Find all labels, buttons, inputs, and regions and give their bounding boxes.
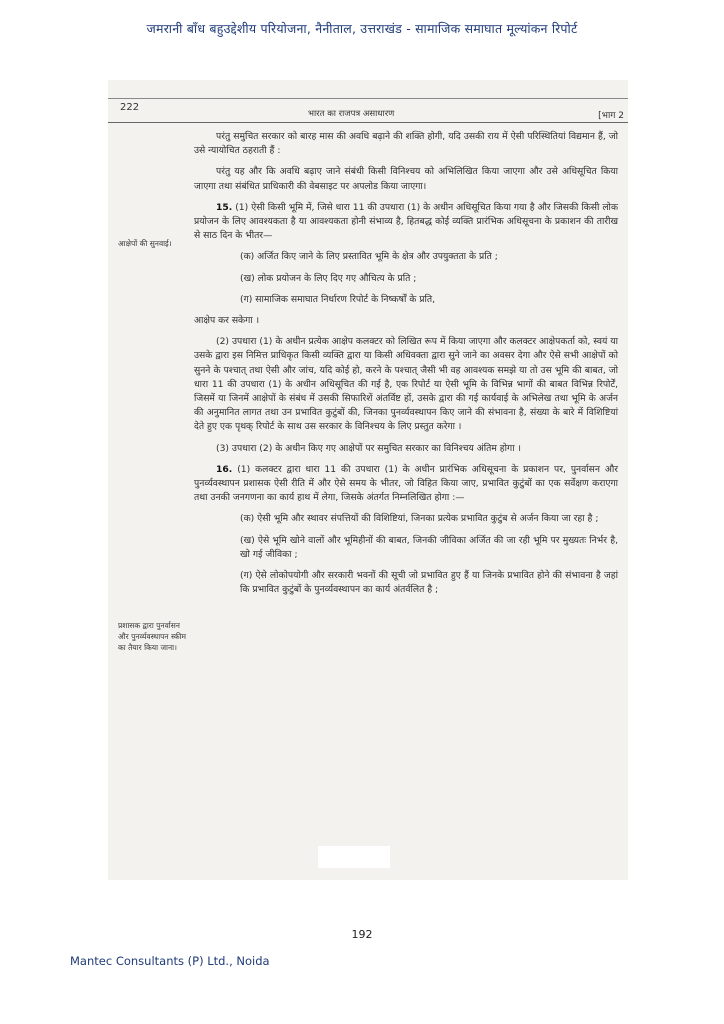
section-15-1 <box>194 201 618 244</box>
section-15-clause-kh: (ख) लोक प्रयोजन के लिए दिए गए औचित्य के प्रति ; <box>240 272 417 284</box>
scan-top-edge <box>108 80 628 99</box>
section-15-1-text: (1) ऐसी किसी भूमि में, जिसे धारा 11 की उपधारा (1) के अधीन अधिसूचित किया गया है और जिसकी किसी लोक प्रयोजन के लिए आवश्यकता है या आवश्यकता होनी संभाव्य है, हितबद्ध कोई व्यक्ति प्रारंभिक अधिसूचना के प्रकाशन की तारीख से साठ दिन के भीतर— <box>194 201 618 242</box>
gazette-page-number: 222 <box>120 102 140 113</box>
report-page-number: 192 <box>351 928 373 941</box>
proviso-paragraph-2: परंतु यह और कि अवधि बढ़ाए जाने संबंधी किसी विनिश्चय को अभिलिखित किया जाएगा और उसे अधिसूचित किया जाएगा तथा संबंधित प्राधिकारी की वेबसाइट पर अपलोड किया जाएगा। <box>194 166 618 192</box>
margin-note-objections: आक्षेपों की सुनवाई। <box>118 239 172 248</box>
report-header-title: जमरानी बाँध बहुउद्देशीय परियोजना, नैनीताल, उत्तराखंड - सामाजिक समाघात मूल्यांकन रिपोर्ट <box>146 21 578 36</box>
section-15-closing: आक्षेप कर सकेगा । <box>194 315 260 327</box>
section-15-clause-k: (क) अर्जित किए जाने के लिए प्रस्तावित भूमि के क्षेत्र और उपयुक्तता के प्रति ; <box>240 251 498 263</box>
footer-company-name: Mantec Consultants (P) Ltd., Noida <box>70 954 270 968</box>
gazette-body <box>194 130 618 604</box>
section-15-3: (3) उपधारा (2) के अधीन किए गए आक्षेपों पर समुचित सरकार का विनिश्चय अंतिम होगा । <box>216 442 521 454</box>
section-16-number: 16. <box>216 463 233 475</box>
section-16-clause-g: (ग) ऐसे लोकोपयोगी और सरकारी भवनों की सूची जो प्रभावित हुए हैं या जिनके प्रभावित होने की संभावना है जहां कि प्रभावित कुटुंबों के पुनर्व्यवस्थापन का कार्य अंतर्वलित है ; <box>240 570 618 596</box>
proviso-paragraph-1: परंतु समुचित सरकार को बारह मास की अवधि बढ़ाने की शक्ति होगी, यदि उसकी राय में ऐसी परिस्थितियां विद्यमान हैं, जो उसे न्यायोचित ठहराती हैं : <box>194 131 618 157</box>
scanned-gazette-page <box>108 80 628 880</box>
section-16-clause-k: (क) ऐसी भूमि और स्थावर संपत्तियों की विशिष्टियां, जिनका प्रत्येक प्रभावित कुटुंब से अर्जन किया जा रहा है ; <box>240 513 599 525</box>
gazette-title: भारत का राजपत्र असाधारण <box>308 109 395 119</box>
section-15-number: 15. <box>216 201 233 213</box>
header-rule <box>108 122 628 123</box>
margin-note-rehab-scheme: प्रशासक द्वारा पुनर्वासन और पुनर्व्यवस्थापन स्कीम का तैयार किया जाना। <box>118 621 187 652</box>
scan-blank-patch <box>318 846 390 868</box>
section-16-1-text: (1) कलक्टर द्वारा धारा 11 की उपधारा (1) के अधीन प्रारंभिक अधिसूचना के प्रकाशन पर, पुनर्वासन और पुनर्व्यवस्थापन प्रशासक ऐसी रीति में और ऐसे समय के भीतर, जो विहित किया जाए, प्रभावित कुटुंबों का एक सर्वेक्षण कराएगा तथा उनकी जनगणना का कार्य हाथ में लेगा, जिसके अंतर्गत निम्नलिखित होगा :— <box>194 463 619 504</box>
gazette-part-label: [भाग 2 <box>598 111 624 121</box>
section-15-clause-g: (ग) सामाजिक समाघात निर्धारण रिपोर्ट के निष्कर्षों के प्रति, <box>240 293 435 305</box>
section-16-clause-kh: (ख) ऐसे भूमि खोने वालों और भूमिहीनों की बाबत, जिनकी जीविका अर्जित की जा रही भूमि पर मुख्यतः निर्भर है, खो गई जीविका ; <box>240 534 618 560</box>
section-16-1 <box>194 463 618 506</box>
section-15-2: (2) उपधारा (1) के अधीन प्रत्येक आक्षेप कलक्टर को लिखित रूप में किया जाएगा और कलक्टर आक्षेपकर्ता को, स्वयं या उसके द्वारा इस निमित्त प्राधिकृत किसी व्यक्ति द्वारा या किसी अधिवक्ता द्वारा सुने जाने का अवसर देगा और ऐसे सभी आक्षेपों को सुनने के पश्चात् तथा ऐसी और जांच, यदि कोई हो, करने के पश्चात् जैसी भी वह आवश्यक समझे या तो उस भूमि की बाबत, जो धारा 11 की उपधारा (1) के अधीन अधिसूचित की गई है, एक रिपोर्ट या ऐसी भूमि के विभिन्न भागों की बाबत विभिन्न रिपोर्टें, जिसमें या जिनमें आक्षेपों के संबंध में उसकी सिफारिशें अंतर्विष्ट हों, उसके द्वारा की गई कार्यवाई के अभिलेख तथा भूमि के अर्जन की अनुमानित लागत तथा उन प्रभावित कुटुंबों की, जिनका पुनर्व्यवस्थापन किए जाने की संभावना है, संख्या के बारे में विशिष्टियां देते हुए एक पृथक् रिपोर्ट के साथ उस सरकार के विनिश्चय के लिए प्रस्तुत करेगा । <box>194 336 618 433</box>
